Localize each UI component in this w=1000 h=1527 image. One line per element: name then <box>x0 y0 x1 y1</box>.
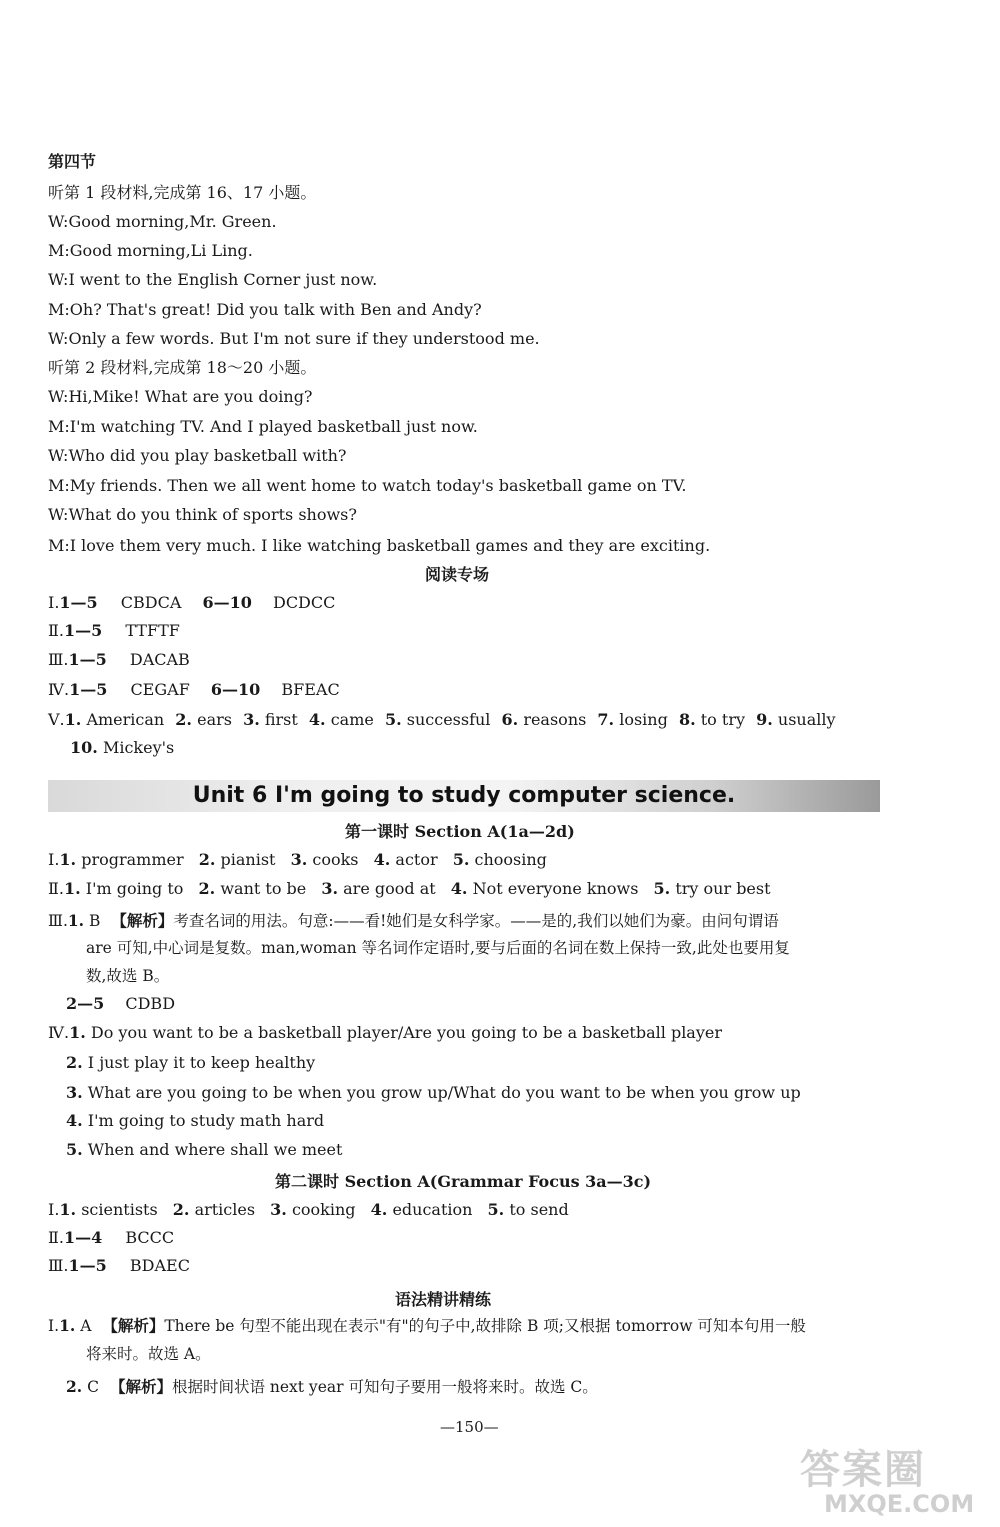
answers: CBDCA <box>120 593 182 612</box>
item-number: 3. <box>321 879 339 898</box>
lesson-title: 第一课时 Section A(1a—2d) <box>345 822 575 841</box>
item-answer: B <box>89 912 101 930</box>
answer-row-iv-item <box>66 1140 342 1160</box>
explanation-text: are 可知,中心词是复数。man,woman 等名词作定语时,要与后面的名词在数上保持一致,此处也要用复 <box>86 939 790 957</box>
answers: BCCC <box>125 1228 175 1247</box>
item-answer: A <box>80 1317 92 1335</box>
answer-row-iv-item <box>66 1083 801 1103</box>
item-number: 1. <box>63 879 81 898</box>
item-answer: first <box>264 710 298 729</box>
item-number: 7. <box>597 710 615 729</box>
listening-intro-1: 听第 1 段材料,完成第 16、17 小题。 <box>48 183 317 202</box>
item-answer: came <box>330 710 374 729</box>
unit-title: Unit 6 I'm going to study computer science. <box>192 783 736 808</box>
answers: CEGAF <box>130 680 190 699</box>
answers: BDAEC <box>129 1256 190 1275</box>
range: 1—5 <box>69 680 108 699</box>
roman-numeral: Ⅰ. <box>48 593 60 612</box>
answers: BFEAC <box>281 680 340 699</box>
item-answer: scientists <box>81 1200 158 1219</box>
answer-row-iv-item <box>66 1111 324 1131</box>
answer-row-v <box>48 710 836 730</box>
answer-row-iii-cont <box>66 994 175 1014</box>
explanation-text: 根据时间状语 next year 可知句子要用一般将来时。故选 C。 <box>171 1378 598 1396</box>
answers: CDBD <box>125 994 176 1013</box>
explanation-text: 数,故选 B。 <box>86 967 170 985</box>
dialogue-line: M:I'm watching TV. And I played basketball just now. <box>48 417 478 436</box>
item-number: 5. <box>66 1140 83 1159</box>
item-answer: to send <box>509 1200 569 1219</box>
item-answer: to try <box>700 710 745 729</box>
answer-row-ii <box>48 879 771 899</box>
answer-row-i <box>48 1200 569 1220</box>
watermark-text: 答案圈 <box>800 1447 926 1493</box>
item-answer: C <box>87 1378 99 1396</box>
dialogue-line: W:What do you think of sports shows? <box>48 505 357 524</box>
item-answer: Not everyone knows <box>472 879 639 898</box>
item-number: 5. <box>452 850 470 869</box>
roman-numeral: Ⅲ. <box>48 650 69 669</box>
dialogue-line: W:Good morning,Mr. Green. <box>48 212 277 231</box>
watermark-url: MXQE.COM <box>824 1490 975 1518</box>
item-number: 1. <box>59 1200 77 1219</box>
item-number: 1. <box>67 911 85 930</box>
unit-banner <box>48 780 880 812</box>
range: 2—5 <box>66 994 105 1013</box>
item-number: 3. <box>270 1200 287 1219</box>
roman-numeral: Ⅲ. <box>48 912 68 930</box>
lesson-title: 第二课时 Section A(Grammar Focus 3a—3c) <box>275 1172 652 1191</box>
dialogue-line: M:Good morning,Li Ling. <box>48 241 253 260</box>
item-answer: Mickey's <box>102 738 175 757</box>
answer-row-i <box>48 850 547 870</box>
item-answer: ears <box>197 710 232 729</box>
item-answer: pianist <box>220 850 276 869</box>
roman-numeral: Ⅴ. <box>48 710 65 729</box>
item-number: 2. <box>66 1053 83 1072</box>
item-number: 4. <box>373 850 391 869</box>
grammar-q2 <box>66 1377 598 1397</box>
dialogue-line: W:Hi,Mike! What are you doing? <box>48 387 313 406</box>
item-answer: are good at <box>343 879 436 898</box>
range: 1—5 <box>68 1256 107 1275</box>
item-number: 10. <box>70 738 98 757</box>
range: 6—10 <box>210 680 261 699</box>
item-answer: choosing <box>474 850 547 869</box>
item-number: 1. <box>69 1023 86 1042</box>
answer-row-iv <box>48 1023 722 1043</box>
item-answer: I'm going to <box>85 879 184 898</box>
item-answer: cooking <box>291 1200 356 1219</box>
range: 6—10 <box>202 593 252 612</box>
item-number: 4. <box>66 1111 83 1130</box>
roman-numeral: Ⅰ. <box>48 850 60 869</box>
item-number: 4. <box>370 1200 388 1219</box>
answer-row-iii <box>48 650 190 670</box>
item-answer: programmer <box>81 850 184 869</box>
answer-row-iii <box>48 911 779 931</box>
item-answer: actor <box>395 850 438 869</box>
item-answer: losing <box>619 710 668 729</box>
section-heading: 第四节 <box>48 152 97 171</box>
explanation-tag: 【解析】 <box>102 1316 165 1335</box>
explanation-text: 将来时。故选 A。 <box>86 1345 211 1363</box>
range: 1—4 <box>63 1228 103 1247</box>
item-answer: reasons <box>523 710 587 729</box>
item-answer: I'm going to study math hard <box>87 1111 325 1130</box>
dialogue-line: W:Only a few words. But I'm not sure if they understood me. <box>48 329 540 348</box>
item-answer: Do you want to be a basketball player/Are you going to be a basketball player <box>90 1023 722 1042</box>
item-number: 2. <box>172 1200 190 1219</box>
answer-row-ii <box>48 1228 174 1248</box>
dialogue-line: W:I went to the English Corner just now. <box>48 270 378 289</box>
item-answer: articles <box>194 1200 256 1219</box>
dialogue-line: M:Oh? That's great! Did you talk with Ben and Andy? <box>48 300 482 319</box>
explanation-text: 考查名词的用法。句意:——看!她们是女科学家。——是的,我们以她们为豪。由问句谓语 <box>173 912 779 930</box>
item-number: 1. <box>59 850 77 869</box>
answer-row-iv <box>48 680 340 700</box>
grammar-title: 语法精讲精练 <box>395 1290 492 1309</box>
item-number: 1. <box>59 1316 76 1335</box>
item-answer: I just play it to keep healthy <box>87 1053 316 1072</box>
item-number: 5. <box>487 1200 505 1219</box>
item-answer: try our best <box>675 879 771 898</box>
item-answer: cooks <box>312 850 359 869</box>
item-answer: When and where shall we meet <box>87 1140 343 1159</box>
dialogue-line: W:Who did you play basketball with? <box>48 446 347 465</box>
roman-numeral: Ⅳ. <box>48 1023 70 1042</box>
roman-numeral: Ⅳ. <box>48 680 70 699</box>
item-answer: usually <box>777 710 836 729</box>
item-number: 6. <box>501 710 519 729</box>
item-number: 4. <box>308 710 326 729</box>
item-number: 2. <box>198 850 216 869</box>
answers: TTFTF <box>125 621 180 640</box>
grammar-q1 <box>48 1316 806 1336</box>
dialogue-line: M:My friends. Then we all went home to watch today's basketball game on TV. <box>48 476 687 495</box>
item-number: 2. <box>198 879 216 898</box>
reading-title: 阅读专场 <box>425 565 490 584</box>
item-number: 5. <box>384 710 402 729</box>
explanation-text: There be 句型不能出现在表示"有"的句子中,故排除 B 项;又根据 tomorrow 可知本句用一般 <box>164 1317 806 1335</box>
item-number: 8. <box>678 710 696 729</box>
roman-numeral: Ⅱ. <box>48 879 64 898</box>
item-number: 2. <box>66 1377 83 1396</box>
answer-row-iii <box>48 1256 190 1276</box>
item-answer: successful <box>406 710 491 729</box>
item-number: 4. <box>450 879 468 898</box>
item-number: 2. <box>175 710 192 729</box>
roman-numeral: Ⅱ. <box>48 1228 64 1247</box>
item-answer: want to be <box>220 879 307 898</box>
item-answer: education <box>392 1200 473 1219</box>
range: 1—5 <box>63 621 103 640</box>
page-number: —150— <box>440 1418 499 1436</box>
roman-numeral: Ⅰ. <box>48 1317 60 1335</box>
explanation-tag: 【解析】 <box>109 1377 172 1396</box>
item-answer: What are you going to be when you grow up/What do you want to be when you grow up <box>87 1083 801 1102</box>
answer-row-v-cont <box>70 738 174 758</box>
item-number: 3. <box>243 710 260 729</box>
dialogue-line: M:I love them very much. I like watching basketball games and they are exciting. <box>48 536 711 555</box>
roman-numeral: Ⅲ. <box>48 1256 69 1275</box>
range: 1—5 <box>68 650 107 669</box>
answers: DCDCC <box>272 593 336 612</box>
item-number: 3. <box>66 1083 83 1102</box>
roman-numeral: Ⅱ. <box>48 621 64 640</box>
item-answer: American <box>86 710 165 729</box>
watermark-logo <box>800 1448 990 1518</box>
item-number: 9. <box>756 710 773 729</box>
answers: DACAB <box>129 650 190 669</box>
listening-intro-2: 听第 2 段材料,完成第 18～20 小题。 <box>48 358 317 377</box>
item-number: 1. <box>64 710 82 729</box>
roman-numeral: Ⅰ. <box>48 1200 60 1219</box>
explanation-tag: 【解析】 <box>111 911 174 930</box>
answer-row-ii <box>48 621 180 641</box>
answer-row-iv-item <box>66 1053 315 1073</box>
item-number: 5. <box>653 879 671 898</box>
answer-row-i <box>48 593 335 613</box>
item-number: 3. <box>290 850 308 869</box>
range: 1—5 <box>59 593 98 612</box>
